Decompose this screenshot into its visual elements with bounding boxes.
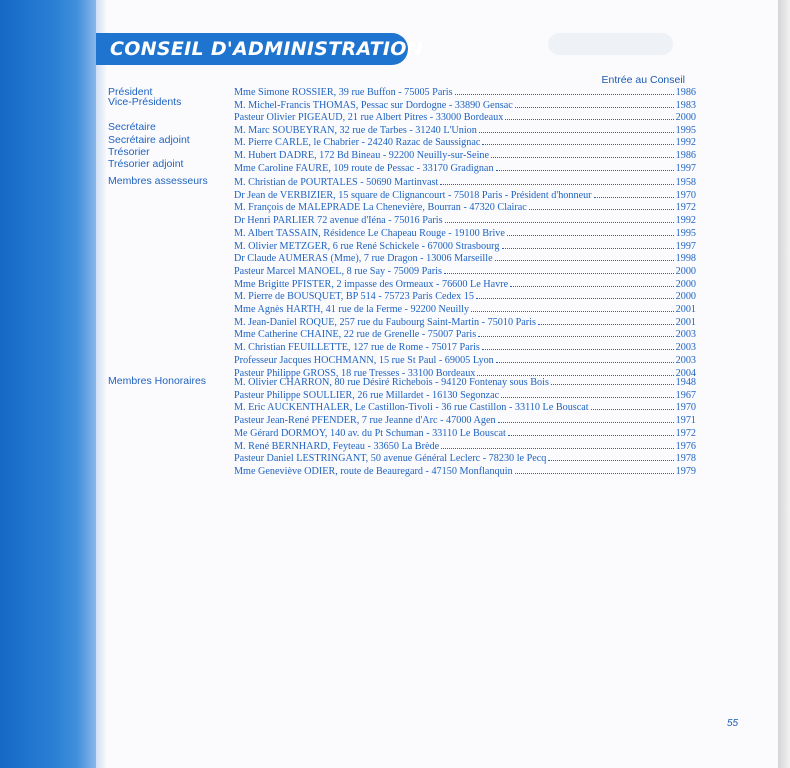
- member-entry: [234, 303, 696, 316]
- page-edge: [778, 0, 790, 768]
- entry-year: 2001: [675, 316, 696, 328]
- member-name-address: M. Christian FEUILLETTE, 127 rue de Rome - 75017 Paris: [234, 342, 480, 354]
- entry-year: 1986: [675, 87, 696, 98]
- member-entry: [234, 278, 696, 291]
- role-label: Membres assesseurs: [108, 175, 208, 187]
- member-entry: [234, 201, 696, 214]
- dot-leader: [501, 389, 674, 398]
- entry-year: 1992: [675, 137, 696, 149]
- show-through-banner: [548, 33, 673, 55]
- member-name-address: M. Christian de POURTALES - 50690 Martinvast: [234, 177, 439, 188]
- role-label: Trésorier: [108, 146, 150, 158]
- role-label: Trésorier adjoint: [108, 158, 184, 170]
- member-name-address: Mme Simone ROSSIER, 39 rue Buffon - 75005 Paris: [234, 87, 453, 98]
- entry-year: 1997: [675, 162, 696, 174]
- member-name-address: M. Pierre de BOUSQUET, BP 514 - 75723 Paris Cedex 15: [234, 291, 474, 303]
- entry-year: 2001: [675, 304, 696, 315]
- member-name-address: Mme Geneviève ODIER, route de Beauregard - 47150 Monflanquin: [234, 465, 513, 477]
- member-entry: [234, 427, 696, 440]
- entry-year: 2003: [675, 354, 696, 366]
- member-name-address: Pasteur Philippe GROSS, 18 rue Tresses - 33100 Bordeaux: [234, 367, 476, 379]
- entry-year: 2003: [675, 342, 696, 354]
- dot-leader: [444, 265, 674, 274]
- entry-year: 1967: [675, 389, 696, 401]
- member-name-address: Dr Henri PARLIER 72 avenue d'Iéna - 75016 Paris: [234, 215, 443, 227]
- dot-leader: [498, 414, 674, 423]
- role-label: Vice-Présidents: [108, 96, 182, 108]
- entry-year: 2000: [675, 112, 696, 124]
- dot-leader: [508, 427, 674, 436]
- entry-year: 1983: [675, 99, 696, 111]
- dot-leader: [538, 316, 674, 325]
- dot-leader: [510, 278, 673, 287]
- member-name-address: M. Pierre CARLE, le Chabrier - 24240 Razac de Saussignac: [234, 137, 481, 149]
- member-entry: [234, 162, 696, 175]
- member-name-address: M. René BERNHARD, Feyteau - 33650 La Brède: [234, 440, 440, 452]
- member-entry: [234, 354, 696, 367]
- dot-leader: [471, 303, 674, 312]
- member-entry: [234, 136, 696, 149]
- member-entry: [234, 401, 696, 414]
- dot-leader: [455, 86, 674, 95]
- entry-year: 1995: [675, 124, 696, 136]
- role-label: Secrétaire: [108, 121, 156, 133]
- entry-year: 1992: [675, 215, 696, 227]
- entry-year: 2000: [675, 278, 696, 290]
- member-name-address: Pasteur Daniel LESTRINGANT, 50 avenue Général Leclerc - 78230 le Pecq: [234, 453, 547, 465]
- member-entry: [234, 240, 696, 253]
- role-label: Président: [108, 86, 153, 98]
- page-gutter: [96, 0, 106, 768]
- member-name-address: M. Eric AUCKENTHALER, Le Castillon-Tivoli - 36 rue Castillon - 33110 Le Bouscat: [234, 402, 589, 414]
- member-entry: [234, 99, 696, 112]
- member-entry: [234, 316, 696, 329]
- dot-leader: [440, 176, 673, 185]
- entry-year: 1978: [675, 453, 696, 465]
- entry-year: 1998: [675, 253, 696, 265]
- dot-leader: [477, 367, 673, 376]
- member-name-address: M. Albert TASSAIN, Résidence Le Chapeau Rouge - 19100 Brive: [234, 227, 505, 239]
- page-number: 55: [727, 718, 739, 729]
- dot-leader: [515, 465, 674, 474]
- member-entry: [234, 389, 696, 402]
- role-label: Membres Honoraires: [108, 375, 207, 387]
- entry-year: 1958: [675, 177, 696, 188]
- dot-leader: [496, 162, 674, 171]
- entry-year: 1972: [675, 202, 696, 214]
- member-entry: [234, 341, 696, 354]
- dot-leader: [551, 376, 674, 385]
- member-name-address: Pasteur Marcel MANOEL, 8 rue Say - 75009 Paris: [234, 265, 442, 277]
- entry-year: 1995: [675, 227, 696, 239]
- member-entry: [234, 376, 696, 389]
- entry-year: 1986: [675, 150, 696, 161]
- dot-leader: [507, 227, 674, 236]
- member-entry: [234, 265, 696, 278]
- member-name-address: Pasteur Jean-René PFENDER, 7 rue Jeanne d'Arc - 47000 Agen: [234, 415, 496, 427]
- dot-leader: [495, 252, 674, 261]
- entry-year: 2000: [675, 265, 696, 277]
- dot-leader: [482, 136, 673, 145]
- entry-year: 1979: [675, 465, 696, 477]
- member-name-address: M. Olivier CHARRON, 80 rue Désiré Richebois - 94120 Fontenay sous Bois: [234, 377, 549, 388]
- member-entry: [234, 124, 696, 137]
- title-banner: [96, 33, 423, 65]
- dot-leader: [548, 452, 673, 461]
- column-header: Entrée au Conseil: [601, 74, 685, 86]
- dot-leader: [491, 149, 674, 158]
- entry-year: 2003: [675, 329, 696, 341]
- member-entry: [234, 227, 696, 240]
- dot-leader: [445, 214, 674, 223]
- member-name-address: M. Jean-Daniel ROQUE, 257 rue du Faubourg Saint-Martin - 75010 Paris: [234, 316, 536, 328]
- entry-year: 1970: [675, 189, 696, 201]
- entry-year: 2000: [675, 291, 696, 303]
- entry-year: 1972: [675, 427, 696, 439]
- dot-leader: [515, 99, 674, 108]
- entry-year: 1976: [675, 440, 696, 452]
- dot-leader: [594, 189, 674, 198]
- entry-year: 2004: [675, 367, 696, 379]
- entry-year: 1970: [675, 402, 696, 414]
- dot-leader: [529, 201, 674, 210]
- member-name-address: Mme Brigitte PFISTER, 2 impasse des Ormeaux - 76600 Le Havre: [234, 278, 509, 290]
- left-blue-band: [0, 0, 96, 768]
- member-name-address: M. Marc SOUBEYRAN, 32 rue de Tarbes - 31240 L'Union: [234, 124, 477, 136]
- member-entry: [234, 214, 696, 227]
- member-entry: [234, 440, 696, 453]
- member-name-address: Me Gérard DORMOY, 140 av. du Pt Schuman - 33110 Le Bouscat: [234, 427, 506, 439]
- member-name-address: Dr Claude AUMERAS (Mme), 7 rue Dragon - 13006 Marseille: [234, 253, 493, 265]
- member-entry: [234, 290, 696, 303]
- dot-leader: [591, 401, 674, 410]
- member-name-address: Pasteur Philippe SOULLIER, 26 rue Millardet - 16130 Segonzac: [234, 389, 500, 401]
- entry-year: 1997: [675, 240, 696, 252]
- dot-leader: [502, 240, 674, 249]
- dot-leader: [482, 341, 674, 350]
- member-entry: [234, 328, 696, 341]
- member-entry: [234, 111, 696, 124]
- dot-leader: [476, 290, 674, 299]
- member-entry: [234, 86, 696, 99]
- member-name-address: M. Hubert DADRE, 172 Bd Bineau - 92200 Neuilly-sur-Seine: [234, 150, 490, 161]
- member-name-address: Mme Catherine CHAINE, 22 rue de Grenelle - 75007 Paris: [234, 329, 477, 341]
- member-entry: [234, 465, 696, 478]
- entry-year: 1971: [675, 415, 696, 427]
- member-entry: [234, 149, 696, 162]
- member-name-address: M. Michel-Francis THOMAS, Pessac sur Dordogne - 33890 Gensac: [234, 99, 513, 111]
- member-entry: [234, 176, 696, 189]
- member-name-address: Mme Caroline FAURE, 109 route de Pessac - 33170 Gradignan: [234, 162, 494, 174]
- dot-leader: [478, 328, 673, 337]
- dot-leader: [496, 354, 674, 363]
- member-entry: [234, 452, 696, 465]
- member-name-address: M. François de MALEPRADE La Chenevière, Bourran - 47320 Clairac: [234, 202, 527, 214]
- member-name-address: Pasteur Olivier PIGEAUD, 21 rue Albert Pitres - 33000 Bordeaux: [234, 112, 504, 124]
- member-entry: [234, 189, 696, 202]
- member-name-address: Professeur Jacques HOCHMANN, 15 rue St Paul - 69005 Lyon: [234, 354, 494, 366]
- member-name-address: M. Olivier METZGER, 6 rue René Schickele - 67000 Strasbourg: [234, 240, 500, 252]
- role-label: Secrétaire adjoint: [108, 134, 190, 146]
- member-name-address: Mme Agnès HARTH, 41 rue de la Ferme - 92200 Neuilly: [234, 304, 470, 315]
- entry-year: 1948: [675, 377, 696, 388]
- dot-leader: [505, 111, 673, 120]
- page-title: CONSEIL D'ADMINISTRATION: [110, 38, 423, 60]
- member-entry: [234, 252, 696, 265]
- dot-leader: [441, 440, 673, 449]
- member-name-address: Dr Jean de VERBIZIER, 15 square de Clignancourt - 75018 Paris - Président d'honneur: [234, 189, 592, 201]
- dot-leader: [479, 124, 674, 133]
- member-entry: [234, 414, 696, 427]
